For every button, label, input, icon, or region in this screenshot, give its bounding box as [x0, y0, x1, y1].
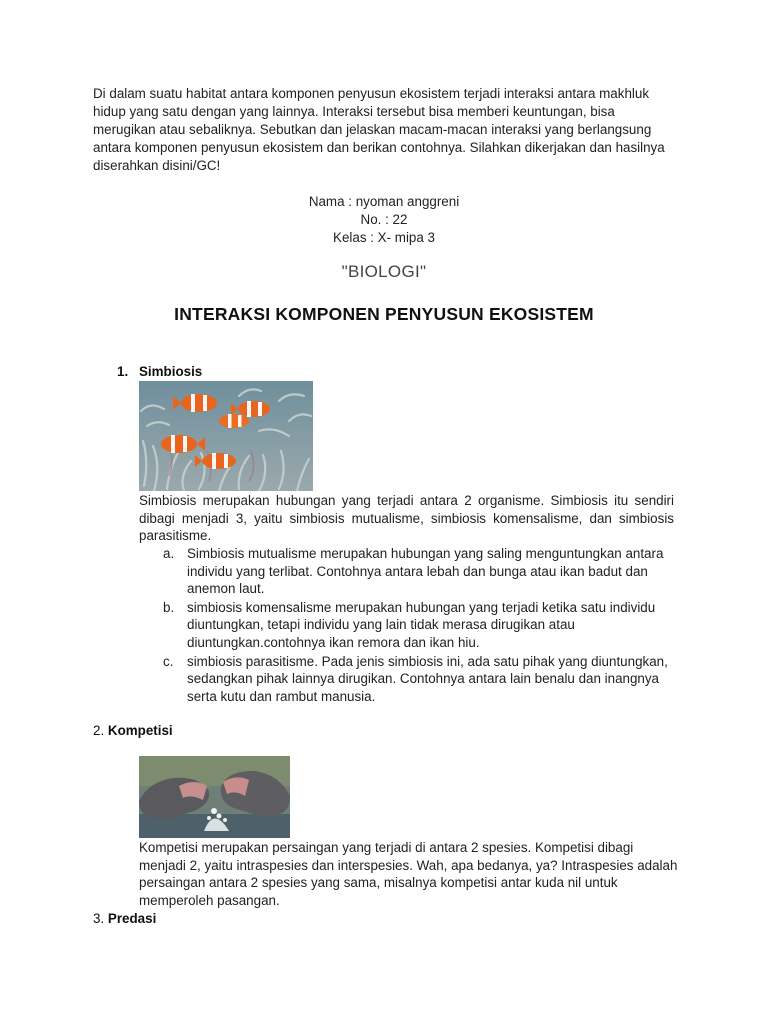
section-simbiosis-heading [117, 363, 202, 381]
list-marker: a. [163, 546, 175, 561]
section-title: Simbiosis [139, 364, 203, 379]
list-item-text: simbiosis komensalisme merupakan hubungan yang terjadi ketika satu individu diuntungkan, tetapi individu yang lain tidak merasa dirugikan atau diuntungkan.contohnya ikan remora dan ikan hiu. [187, 599, 656, 650]
student-number: No. : 22 [360, 212, 408, 227]
list-item [163, 599, 683, 652]
document-title: INTERAKSI KOMPONEN PENYUSUN EKOSISTEM [174, 304, 594, 324]
section-number: 1. [117, 364, 129, 379]
intro-paragraph: Di dalam suatu habitat antara komponen penyusun ekosistem terjadi interaksi antara makhluk hidup yang satu dengan yang lainnya. Interaksi tersebut bisa memberi keuntungan, bisa merugikan atau sebaliknya. Sebutkan dan jelaskan macam-macan interaksi yang berlangsung antara komponen penyusun ekosistem dan berikan contohnya. Silahkan dikerjakan dan hasilnya diserahkan disini/GC! [93, 86, 665, 173]
section-title: Kompetisi [107, 723, 173, 738]
section-kompetisi-heading [93, 722, 173, 740]
list-marker: b. [163, 599, 175, 615]
subject-heading: "BIOLOGI" [341, 262, 427, 281]
hippo-fight-image [139, 756, 290, 838]
section-title: Predasi [107, 911, 157, 926]
list-item [163, 653, 683, 706]
list-item-text: simbiosis parasitisme. Pada jenis simbiosis ini, ada satu pihak yang diuntungkan, sedangkan pihak lainnya dirugikan. Contohnya antara lain benalu dan inangnya serta kutu dan rambut manusia. [187, 653, 668, 704]
student-class: Kelas : X- mipa 3 [333, 230, 435, 245]
simbiosis-description: Simbiosis merupakan hubungan yang terjadi antara 2 organisme. Simbiosis itu sendiri dibagi menjadi 3, yaitu simbiosis mutualisme, simbiosis komensalisme, dan simbiosis parasitisme. [139, 493, 674, 544]
list-item-text: Simbiosis mutualisme merupakan hubungan yang saling menguntungkan antara individu yang terlibat. Contohnya antara lebah dan bunga atau ikan badut dan anemon laut. [187, 546, 664, 597]
section-number: 2. [93, 723, 105, 738]
simbiosis-types-list [163, 545, 683, 706]
student-info [0, 193, 768, 247]
kompetisi-description: Kompetisi merupakan persaingan yang terjadi di antara 2 spesies. Kompetisi dibagi menjadi 2, yaitu intraspesies dan interspesies. Wah, apa bedanya, ya? Intraspesies adalah persaingan antara 2 spesies yang sama, misalnya kompetisi antar kuda nil untuk memperoleh pasangan. [139, 840, 678, 908]
section-predasi-heading [93, 910, 156, 928]
section-number: 3. [93, 911, 105, 926]
student-name: Nama : nyoman anggreni [308, 194, 460, 209]
list-marker: c. [163, 653, 174, 669]
clownfish-anemone-image [139, 381, 313, 491]
list-item [163, 545, 683, 598]
